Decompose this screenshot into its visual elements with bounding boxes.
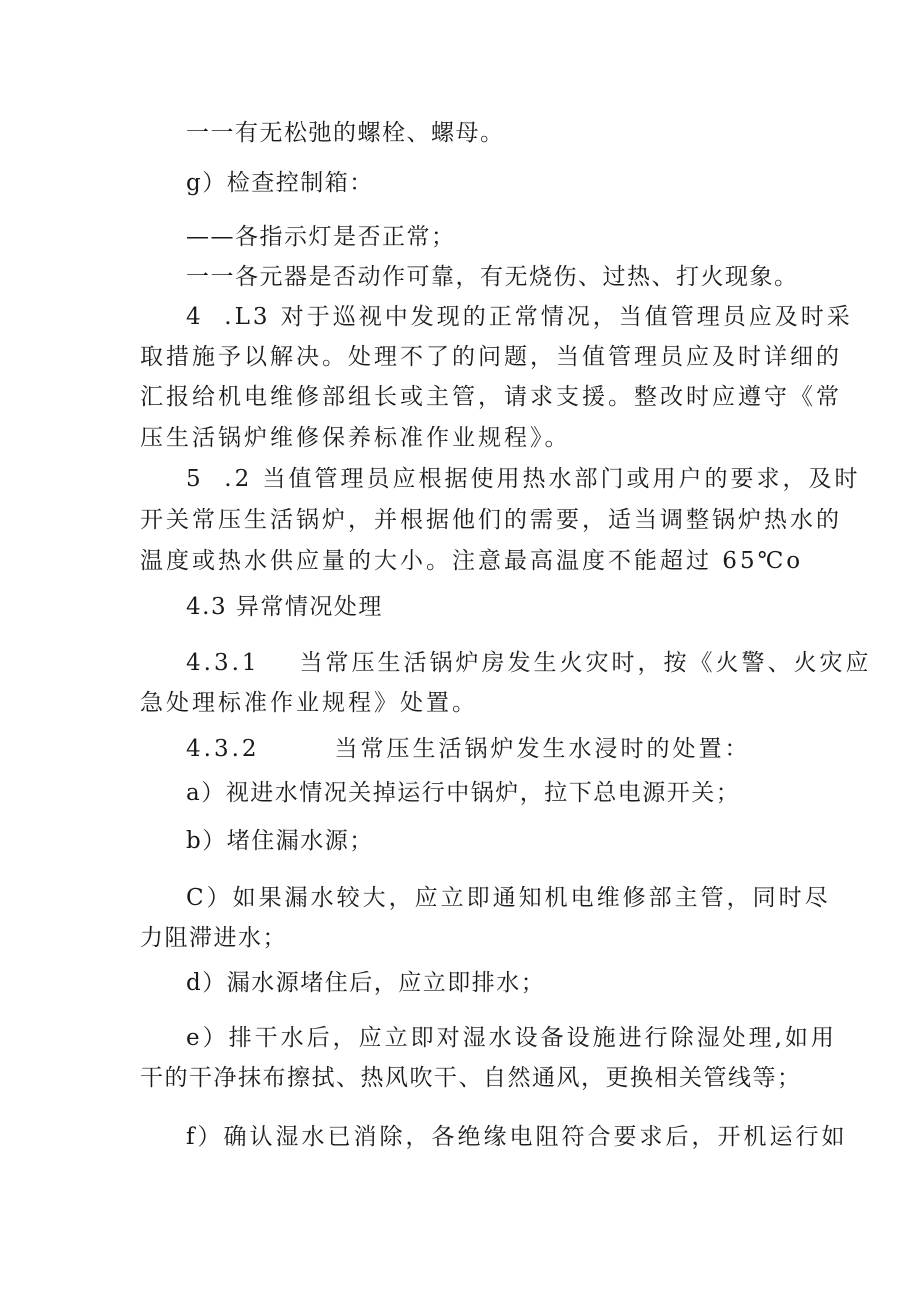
- text-line-3: ——各指示灯是否正常；: [186, 224, 456, 250]
- text-line-17: b）堵住漏水源；: [186, 828, 374, 854]
- text-line-7: 汇报给机电维修部组长或主管，请求支援。整改时应遵守《常: [140, 384, 842, 410]
- text-line-2: g）检查控制箱：: [186, 170, 374, 196]
- text-line-1: 一一有无松弛的螺栓、螺母。: [186, 120, 505, 146]
- text-line-4: 一一各元器是否动作可靠，有无烧伤、过热、打火现象。: [186, 264, 799, 290]
- text-line-18: C）如果漏水较大，应立即通知机电维修部主管，同时尽: [186, 885, 831, 911]
- section-number-4-3-1: 4.3.1: [186, 650, 260, 676]
- text-line-23: f）确认湿水已消除，各绝缘电阻符合要求后，开机运行如: [186, 1124, 848, 1150]
- text-line-13: [186, 648, 872, 678]
- text-line-14: 急处理标准作业规程》处置。: [140, 690, 478, 716]
- text-line-19: 力阻滞进水；: [140, 925, 287, 951]
- text-line-15: [186, 734, 751, 764]
- text-line-10: 开关常压生活锅炉，并根据他们的需要，适当调整锅炉热水的: [140, 507, 842, 533]
- text-line-16: a）视进水情况关掉运行中锅炉，拉下总电源开关；: [186, 780, 741, 806]
- text-line-6: 取措施予以解决。处理不了的问题，当值管理员应及时详细的: [140, 344, 842, 370]
- text-line-8: 压生活锅炉维修保养标准作业规程》。: [140, 425, 571, 451]
- section-text-4-3-1: 当常压生活锅炉房发生火灾时，按《火警、火灾应: [299, 650, 872, 676]
- text-line-21: e）排干水后，应立即对湿水设备设施进行除湿处理,如用: [186, 1025, 837, 1051]
- text-line-22: 干的干净抹布擦拭、热风吹干、自然通风，更换相关管线等；: [140, 1065, 802, 1091]
- section-heading-4-3: 4.3 异常情况处理: [186, 594, 383, 620]
- section-number-4-3-2: 4.3.2: [186, 736, 260, 762]
- text-line-11: 温度或热水供应量的大小。注意最高温度不能超过 65℃o: [140, 548, 804, 574]
- text-line-9: 5 .2 当值管理员应根据使用热水部门或用户的要求，及时: [186, 466, 861, 492]
- text-line-20: d）漏水源堵住后，应立即排水；: [186, 970, 546, 996]
- section-text-4-3-2: 当常压生活锅炉发生水浸时的处置：: [334, 736, 751, 762]
- text-line-5: 4 .L3 对于巡视中发现的正常情况，当值管理员应及时采: [186, 304, 853, 330]
